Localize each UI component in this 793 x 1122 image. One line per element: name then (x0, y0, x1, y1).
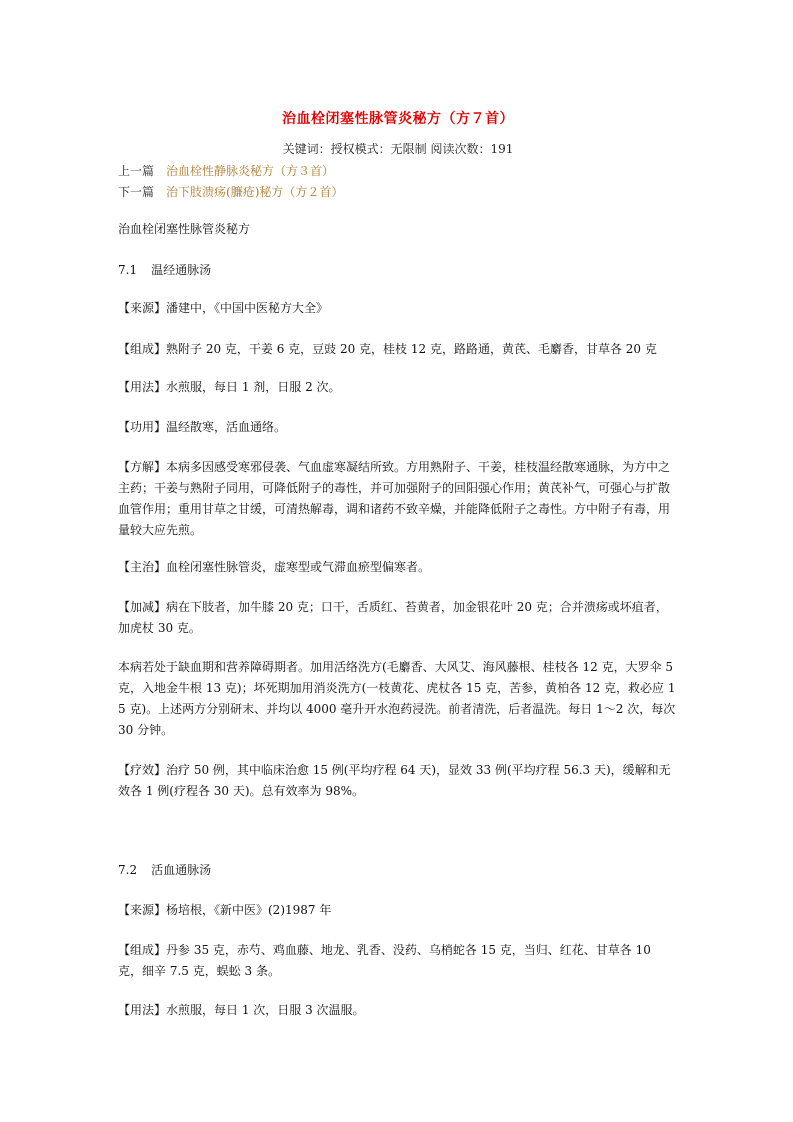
prev-label: 上一篇 (118, 164, 155, 178)
subsection-name: 活血通脉汤 (151, 863, 212, 877)
subsection-title (118, 260, 678, 281)
modification-paragraph: 【加减】病在下肢者，加牛膝 20 克；口干，舌质红、苔黄者，加金银花叶 20 克；合并溃疡或坏疽者，加虎杖 30 克。 (118, 600, 668, 635)
composition-paragraph: 【组成】熟附子 20 克，干姜 6 克，豆豉 20 克，桂枝 12 克，路路通，黄芪、毛麝香，甘草各 20 克 (118, 342, 657, 356)
indication-paragraph: 【主治】血栓闭塞性脉管炎，虚寒型或气滞血瘀型偏寒者。 (118, 560, 431, 574)
efficacy-paragraph: 【疗效】治疗 50 例，其中临床治愈 15 例(平均疗程 64 天)，显效 33 例(平均疗程 56.3 天)，缓解和无效各 1 例(疗程各 30 天)。总有效率为 98%。 (118, 763, 671, 798)
subsection-number: 7.2 (118, 863, 138, 877)
article-title: 治血栓闭塞性脉管炎秘方（方７首） (282, 111, 514, 127)
usage-paragraph: 【用法】水煎服，每日 1 次，日服 3 次温服。 (118, 1003, 365, 1017)
subsection-title (118, 860, 678, 881)
source-paragraph: 【来源】杨培根，《新中医》(2)1987 年 (118, 903, 332, 917)
prev-article-nav (118, 162, 334, 179)
section-heading: 治血栓闭塞性脉管炎秘方 (118, 222, 251, 236)
subsection-name: 温经通脉汤 (151, 263, 212, 277)
prev-article-link[interactable]: 治血栓性静脉炎秘方（方３首） (166, 164, 335, 178)
composition-paragraph: 【组成】丹参 35 克，赤芍、鸡血藤、地龙、乳香、没药、乌梢蛇各 15 克，当归、红花、甘草各 10 克，细辛 7.5 克，蜈蚣 3 条。 (118, 943, 651, 978)
subsection-number: 7.1 (118, 263, 138, 277)
article-meta: 关键词：授权模式：无限制 阅读次数：191 (282, 142, 514, 156)
explanation-paragraph: 【方解】本病多因感受寒邪侵袭、气血虚寒凝结所致。方用熟附子、干姜，桂枝温经散寒通脉，为方中之主药；干姜与熟附子同用，可降低附子的毒性，并可加强附子的回阳强心作用；黄芪补气，可强心与扩散血管作用；重用甘草之甘缓，可清热解毒，调和诸药不致辛燥，并能降低附子之毒性。方中附子有毒，用量较大应先煎。 (118, 460, 671, 537)
source-paragraph: 【来源】潘建中，《中国中医秘方大全》 (118, 301, 329, 315)
next-label: 下一篇 (118, 185, 155, 199)
extra-paragraph: 本病若处于缺血期和营养障碍期者。加用活络洗方(毛麝香、大风艾、海风藤根、桂枝各 12 克，大罗伞 5 克，入地金牛根 13 克)；坏死期加用消炎洗方(一枝黄花、虎杖各 15 克，苦参，黄柏各 12 克，救必应 15 克)。上述两方分别研末、并均以 4000 毫升开水泡药浸洗。前者清洗，后者温洗。每日 1～2 次，每次 30 分钟。 (118, 660, 676, 737)
usage-paragraph: 【用法】水煎服，每日 1 剂，日服 2 次。 (118, 380, 341, 394)
effect-paragraph: 【功用】温经散寒，活血通络。 (118, 420, 287, 434)
next-article-nav (118, 183, 343, 200)
next-article-link[interactable]: 治下肢溃疡(臁疮)秘方（方２首） (166, 185, 344, 199)
